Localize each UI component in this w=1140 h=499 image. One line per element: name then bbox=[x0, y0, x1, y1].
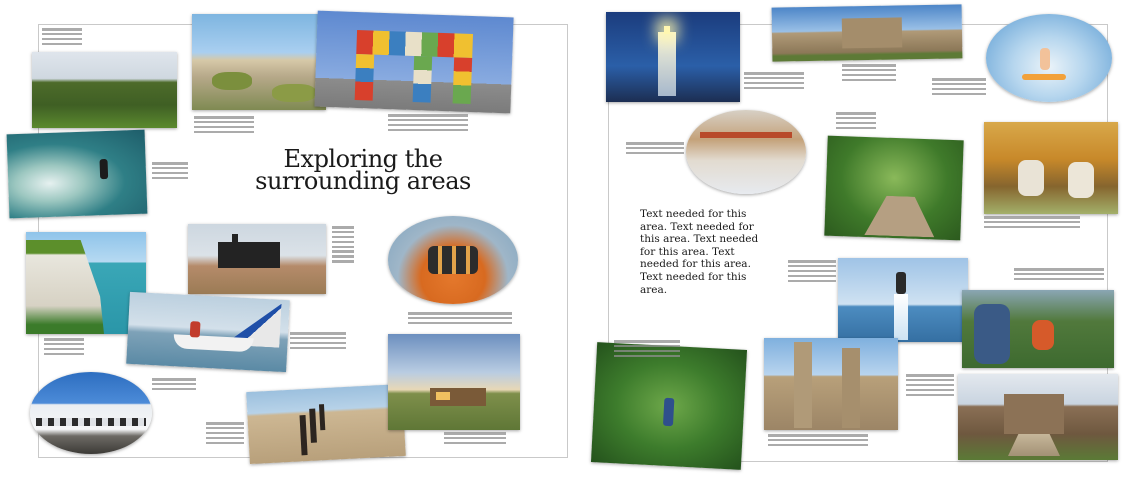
white-building-photo bbox=[30, 372, 152, 454]
caption-flyboard bbox=[788, 260, 836, 284]
caption-arena bbox=[626, 142, 684, 157]
caption-building bbox=[152, 378, 196, 393]
fern-jungle-photo bbox=[591, 342, 747, 470]
caption-rib bbox=[408, 312, 512, 327]
caption-castle bbox=[842, 64, 896, 84]
caption-woodland bbox=[836, 112, 876, 132]
woodland-path-photo bbox=[824, 136, 963, 241]
caption-cathedral bbox=[768, 434, 868, 449]
body-text: Text needed for this area. Text needed for this area. Text needed for this area. Text needed for this area. Text needed for this area. bbox=[640, 208, 759, 296]
castle-photo bbox=[772, 4, 963, 61]
caption-rockpool bbox=[1014, 268, 1104, 283]
sailing-photo bbox=[126, 292, 290, 372]
kitesurfer-photo bbox=[986, 14, 1112, 102]
rockpooling-photo bbox=[962, 290, 1114, 368]
cathedral-photo bbox=[764, 338, 898, 430]
surfer-photo bbox=[7, 130, 148, 219]
caption-horse bbox=[984, 216, 1080, 231]
countryside-photo bbox=[32, 52, 177, 128]
colourful-arch-photo bbox=[314, 11, 513, 114]
spread-title bbox=[248, 145, 478, 195]
caption-sailing bbox=[290, 332, 346, 352]
caption-cottage bbox=[332, 226, 354, 265]
fort-photo bbox=[958, 374, 1118, 460]
modern-house-photo bbox=[388, 334, 520, 430]
caption-shingle bbox=[194, 116, 254, 136]
sandy-beach-photo bbox=[246, 384, 406, 464]
lighthouse-photo bbox=[606, 12, 740, 102]
horse-riding-photo bbox=[984, 122, 1118, 214]
caption-countryside bbox=[42, 28, 82, 48]
caption-arch bbox=[388, 114, 468, 134]
caption-house bbox=[444, 432, 506, 447]
caption-fern bbox=[614, 340, 680, 360]
title-line-2: surrounding areas bbox=[255, 167, 471, 195]
caption-fort bbox=[906, 374, 954, 398]
flyboard-photo bbox=[838, 258, 968, 342]
caption-lighthouse bbox=[744, 72, 804, 92]
caption-surfer bbox=[152, 162, 188, 182]
black-cottage-photo bbox=[188, 224, 326, 294]
indoor-arena-photo bbox=[686, 110, 806, 194]
caption-cliffs bbox=[44, 338, 84, 358]
shingle-beach-photo bbox=[192, 14, 326, 110]
caption-kitesurfer bbox=[932, 78, 986, 98]
title-line-1: Exploring the bbox=[283, 145, 443, 173]
rib-boat-photo bbox=[388, 216, 518, 304]
caption-beach bbox=[206, 422, 244, 446]
